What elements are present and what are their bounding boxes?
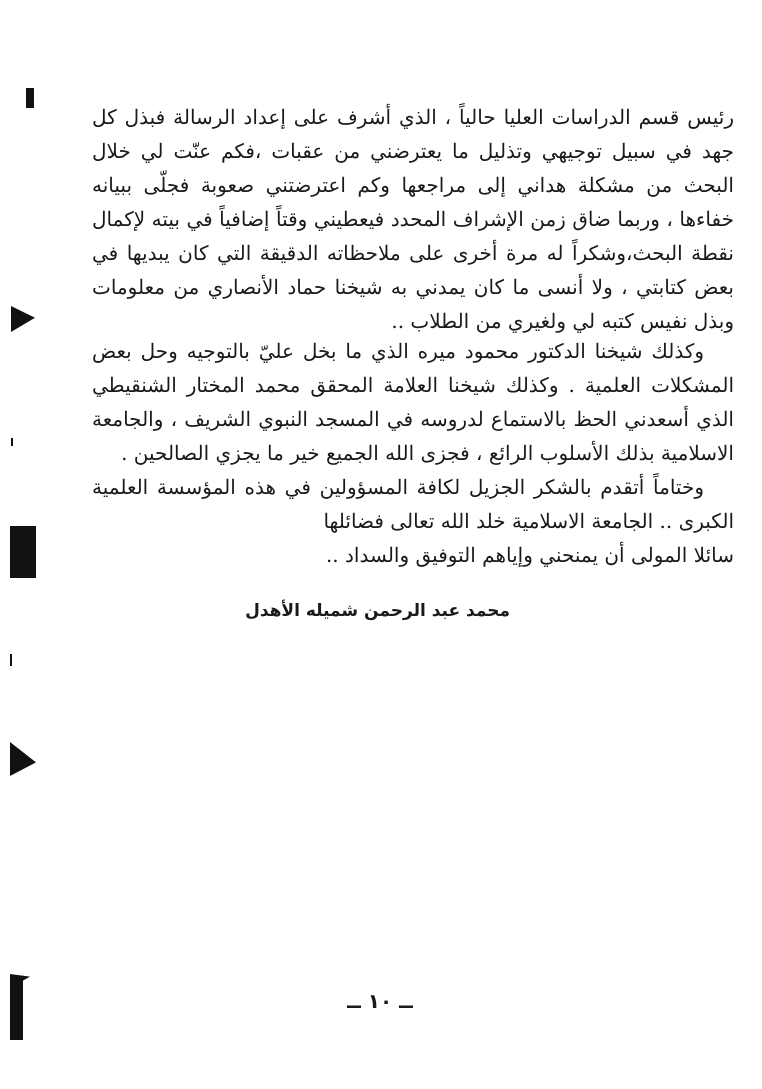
- scan-mark: [26, 88, 34, 108]
- page-number: ــ ١٠ ــ: [347, 989, 413, 1013]
- paragraph-4: سائلا المولى أن يمنحني وإياهم التوفيق والسداد ..: [325, 543, 734, 567]
- paragraph-2: وكذلك شيخنا الدكتور محمود ميره الذي ما بخل عليّ بالتوجيه وحل بعض المشكلات العلمية . وكذلك شيخنا العلامة المحقق محمد المختار الشنقيطي الذي أسعدني الحظ بالاستماع لدروسه في المسجد النبوي الشريف ، والجامعة الاسلامية بذلك الأسلوب الرائع ، فجزى الله الجميع خير ما يجزي الصالحين .: [92, 339, 734, 465]
- scan-mark: [10, 654, 12, 666]
- body-text-paragraph: [92, 470, 734, 538]
- author-signature: محمد عبد الرحمن شميله الأهدل: [245, 601, 510, 621]
- scan-mark: [10, 974, 30, 1040]
- scan-mark: [11, 306, 35, 332]
- body-text-paragraph: [92, 100, 734, 338]
- body-text-paragraph: [92, 538, 762, 572]
- scan-mark: [10, 526, 36, 578]
- scan-mark: [10, 742, 36, 776]
- paragraph-1: رئيس قسم الدراسات العليا حالياً ، الذي أشرف على إعداد الرسالة فبذل كل جهد في سبيل توجيهي وتذليل ما يعترضني من عقبات ،فكم عنّت لي خلال البحث من مشكلة هداني إلى مراجعها وكم اعترضتني صعوبة فجلّى ببيانه خفاءها ، وربما ضاق زمن الإشراف المحدد فيعطيني وقتاً إضافياً في بيته لإكمال نقطة البحث،وشكراً له مرة أخرى على ملاحظاته الدقيقة التي كان يبديها في بعض كتابتي ، ولا أنسى ما كان يمدني به شيخنا حماد الأنصاري من معلومات وبذل نفيس كتبه لي ولغيري من الطلاب ..: [92, 105, 734, 333]
- body-text-paragraph: [92, 334, 734, 470]
- scan-mark: [11, 438, 13, 446]
- paragraph-3: وختاماً أتقدم بالشكر الجزيل لكافة المسؤولين في هذه المؤسسة العلمية الكبرى .. الجامعة الاسلامية خلد الله تعالى فضائلها: [92, 475, 734, 533]
